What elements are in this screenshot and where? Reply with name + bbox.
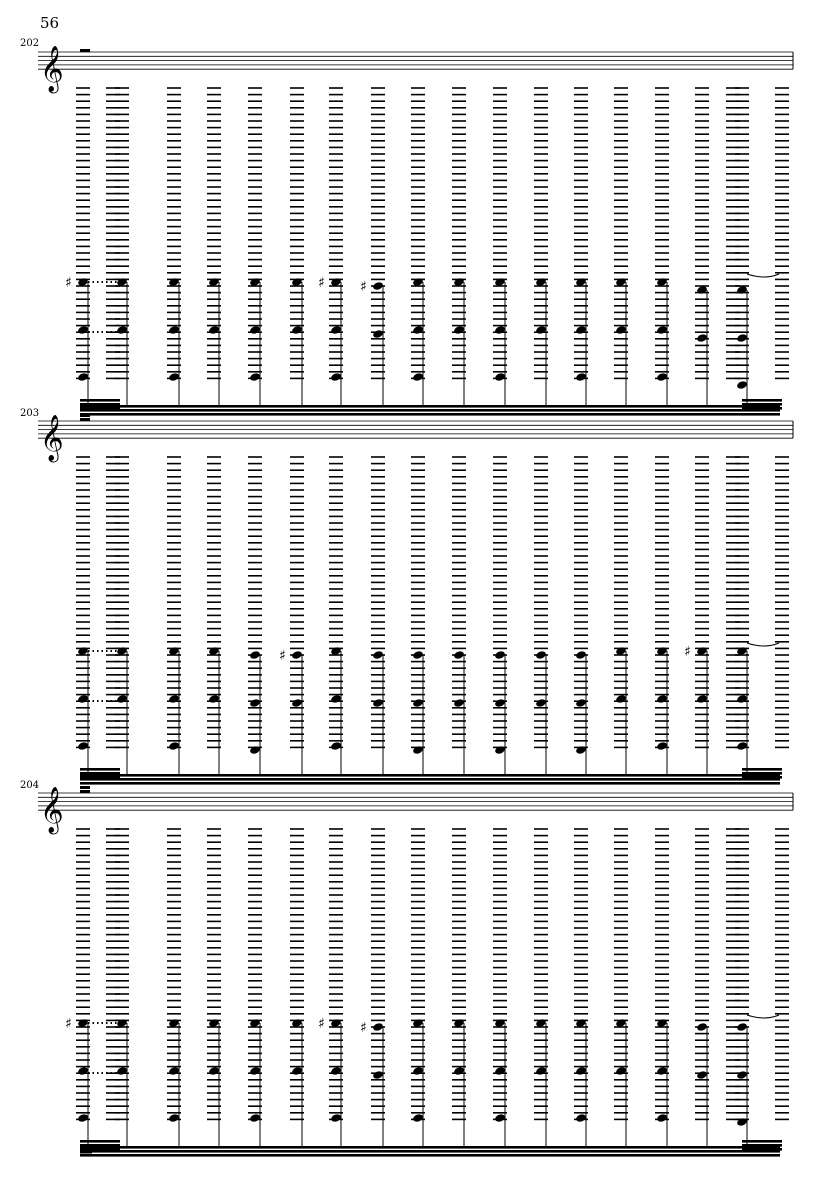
notehead: [575, 650, 587, 660]
tie: [747, 1015, 779, 1018]
notehead: [615, 325, 627, 335]
notehead: [168, 325, 180, 335]
notehead: [330, 741, 342, 751]
sharp-icon: ♯: [279, 648, 286, 664]
notehead: [330, 694, 342, 704]
notehead: [412, 745, 424, 755]
notehead: [77, 1113, 89, 1123]
notehead: [453, 650, 465, 660]
notehead: [249, 1066, 261, 1076]
notehead: [168, 741, 180, 751]
beam: [80, 768, 120, 771]
notehead: [291, 650, 303, 660]
beam: [80, 776, 120, 779]
rest-mark: [80, 418, 90, 421]
beam: [742, 403, 782, 406]
beam: [742, 768, 782, 771]
beam: [742, 1144, 782, 1147]
notehead: [372, 1022, 384, 1032]
notehead: [656, 694, 668, 704]
notehead: [615, 694, 627, 704]
beam: [742, 772, 782, 775]
measure-number-202: 202: [20, 38, 40, 49]
measure-number-203: 203: [20, 408, 40, 419]
tie: [747, 274, 779, 277]
notehead: [494, 325, 506, 335]
beam: [80, 403, 120, 406]
notehead: [453, 1066, 465, 1076]
measure-number-204: 204: [20, 780, 40, 791]
treble-clef-icon: 𝄞: [40, 415, 64, 461]
beam: [80, 413, 780, 416]
notehead: [330, 1066, 342, 1076]
notehead: [656, 1066, 668, 1076]
notehead: [372, 329, 384, 339]
notehead: [77, 372, 89, 382]
notehead: [77, 741, 89, 751]
beam: [80, 399, 120, 402]
notehead: [116, 1066, 128, 1076]
notehead: [736, 1070, 748, 1080]
sharp-icon: ♯: [318, 275, 325, 291]
notehead: [291, 1066, 303, 1076]
notehead: [330, 325, 342, 335]
notehead: [656, 372, 668, 382]
beam: [80, 1150, 780, 1153]
notehead: [208, 325, 220, 335]
rest-mark: [80, 786, 90, 789]
notehead: [116, 694, 128, 704]
notehead: [535, 650, 547, 660]
rest-mark: [80, 790, 90, 793]
notehead: [77, 1066, 89, 1076]
notehead: [575, 698, 587, 708]
notehead: [372, 281, 384, 291]
beam: [742, 407, 782, 410]
notehead: [249, 698, 261, 708]
system-203: [38, 414, 793, 785]
beam: [80, 1146, 780, 1149]
notehead: [656, 1113, 668, 1123]
notehead: [249, 325, 261, 335]
notehead: [494, 698, 506, 708]
notehead: [736, 333, 748, 343]
notehead: [77, 694, 89, 704]
notehead: [291, 325, 303, 335]
beam: [742, 776, 782, 779]
treble-clef-icon: 𝄞: [40, 46, 64, 92]
notehead: [535, 325, 547, 335]
beam: [80, 1154, 780, 1157]
beam: [80, 409, 780, 412]
notehead: [494, 1066, 506, 1076]
notehead: [736, 694, 748, 704]
notehead: [249, 1113, 261, 1123]
notehead: [696, 694, 708, 704]
notehead: [736, 1022, 748, 1032]
tie: [747, 643, 779, 646]
treble-clef-icon: 𝄞: [40, 787, 64, 833]
beam: [80, 407, 120, 410]
notehead: [291, 698, 303, 708]
notehead: [412, 372, 424, 382]
notehead: [575, 325, 587, 335]
system-202: [38, 46, 793, 416]
notehead: [453, 325, 465, 335]
notehead: [249, 745, 261, 755]
sharp-icon: ♯: [65, 275, 72, 291]
notehead: [412, 650, 424, 660]
notehead: [575, 372, 587, 382]
notehead: [494, 650, 506, 660]
rest-mark: [80, 414, 90, 417]
notehead: [696, 333, 708, 343]
notehead: [575, 745, 587, 755]
beam: [80, 1144, 120, 1147]
notehead: [453, 698, 465, 708]
notehead: [736, 741, 748, 751]
notehead: [615, 1066, 627, 1076]
notehead: [168, 694, 180, 704]
notehead: [575, 1113, 587, 1123]
notehead: [372, 1070, 384, 1080]
sharp-icon: ♯: [360, 1020, 367, 1036]
beam: [80, 1140, 120, 1143]
notehead: [656, 325, 668, 335]
notehead: [249, 372, 261, 382]
rest-mark: [80, 1150, 92, 1154]
beam: [742, 1148, 782, 1151]
beam: [80, 782, 780, 785]
notehead: [494, 745, 506, 755]
beam: [80, 772, 120, 775]
notehead: [116, 325, 128, 335]
notehead: [656, 741, 668, 751]
notehead: [494, 1113, 506, 1123]
notehead: [696, 1022, 708, 1032]
beam: [80, 405, 780, 408]
notehead: [372, 698, 384, 708]
notehead: [168, 372, 180, 382]
notehead: [168, 1113, 180, 1123]
notehead: [535, 698, 547, 708]
notehead: [208, 1066, 220, 1076]
notehead: [412, 698, 424, 708]
sharp-icon: ♯: [684, 644, 691, 660]
beam: [80, 778, 780, 781]
notehead: [372, 650, 384, 660]
sharp-icon: ♯: [65, 1016, 72, 1032]
notehead: [330, 1113, 342, 1123]
beam: [742, 1140, 782, 1143]
notehead: [535, 1066, 547, 1076]
notehead: [249, 650, 261, 660]
notehead: [412, 325, 424, 335]
notehead: [696, 1070, 708, 1080]
beam: [80, 774, 780, 777]
page-number: 56: [40, 14, 60, 32]
sharp-icon: ♯: [360, 279, 367, 295]
notehead: [736, 380, 748, 390]
notehead: [736, 1117, 748, 1127]
notehead: [412, 1066, 424, 1076]
notehead: [168, 1066, 180, 1076]
notehead: [330, 372, 342, 382]
rest-mark: [80, 49, 90, 52]
notehead: [77, 325, 89, 335]
notehead: [412, 1113, 424, 1123]
sharp-icon: ♯: [318, 1016, 325, 1032]
notehead: [494, 372, 506, 382]
system-204: [38, 786, 793, 1157]
notehead: [575, 1066, 587, 1076]
beam: [742, 399, 782, 402]
notehead: [208, 694, 220, 704]
